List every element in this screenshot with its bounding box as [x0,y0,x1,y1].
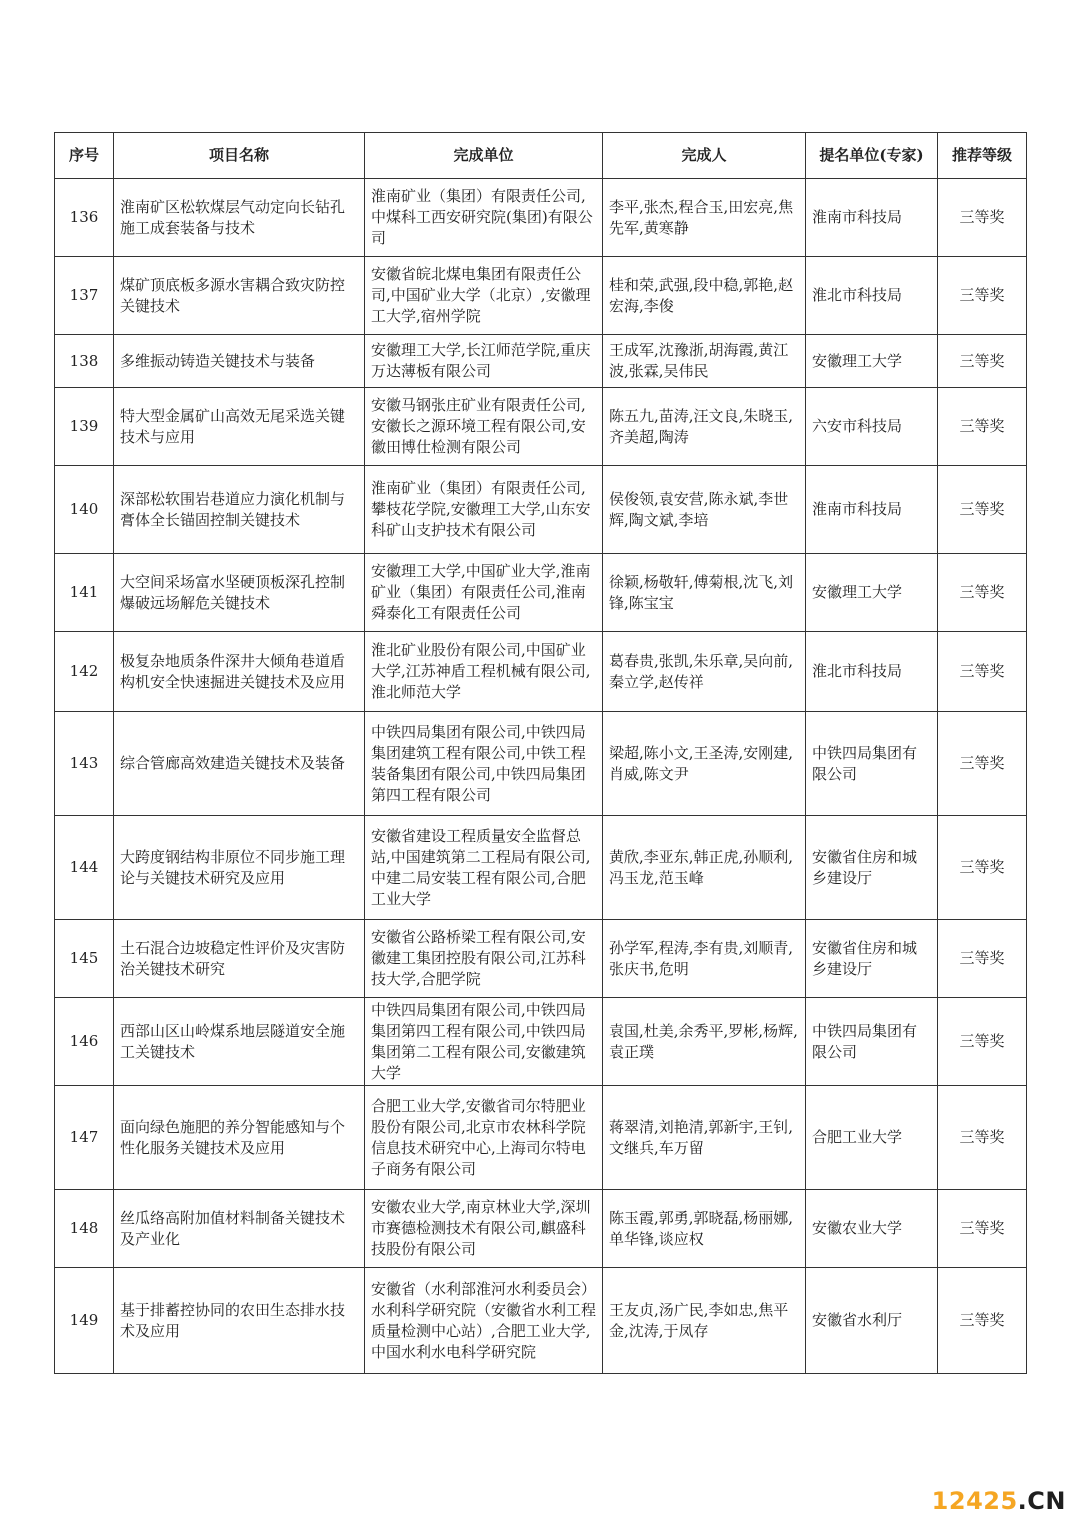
cell-number: 148 [55,1190,114,1268]
cell-nominator: 安徽农业大学 [806,1190,938,1268]
table-row [55,179,1027,257]
cell-completing-units: 安徽省公路桥梁工程有限公司,安徽建工集团控股有限公司,江苏科技大学,合肥学院 [365,920,603,998]
header-cell: 序号 [55,133,114,179]
cell-number: 137 [55,257,114,335]
watermark-domain: .CN [1017,1487,1066,1515]
table-row [55,335,1027,388]
cell-completing-units: 中铁四局集团有限公司,中铁四局集团第四工程有限公司,中铁四局集团第二工程有限公司,安徽建筑大学 [365,998,603,1086]
cell-completing-units: 淮南矿业（集团）有限责任公司,中煤科工西安研究院(集团)有限公司 [365,179,603,257]
cell-project-name: 基于排蓄控协同的农田生态排水技术及应用 [114,1268,365,1374]
header-cell: 推荐等级 [938,133,1027,179]
cell-number: 143 [55,712,114,816]
table-row [55,257,1027,335]
cell-grade: 三等奖 [938,257,1027,335]
cell-nominator: 淮北市科技局 [806,257,938,335]
cell-grade: 三等奖 [938,920,1027,998]
cell-project-name: 丝瓜络高附加值材料制备关键技术及产业化 [114,1190,365,1268]
cell-project-name: 西部山区山岭煤系地层隧道安全施工关键技术 [114,998,365,1086]
cell-number: 140 [55,466,114,554]
cell-completers: 李平,张杰,程合玉,田宏亮,焦先军,黄寒静 [603,179,806,257]
awards-table [54,132,1027,1374]
cell-completing-units: 淮南矿业（集团）有限责任公司,攀枝花学院,安徽理工大学,山东安科矿山支护技术有限公司 [365,466,603,554]
cell-completing-units: 淮北矿业股份有限公司,中国矿业大学,江苏神盾工程机械有限公司,淮北师范大学 [365,632,603,712]
cell-completing-units: 安徽农业大学,南京林业大学,深圳市赛德检测技术有限公司,麒盛科技股份有限公司 [365,1190,603,1268]
cell-nominator: 中铁四局集团有限公司 [806,998,938,1086]
cell-completers: 葛春贵,张凯,朱乐章,吴向前,秦立学,赵传祥 [603,632,806,712]
cell-grade: 三等奖 [938,1268,1027,1374]
cell-grade: 三等奖 [938,1190,1027,1268]
cell-nominator: 安徽省住房和城乡建设厅 [806,816,938,920]
cell-nominator: 合肥工业大学 [806,1086,938,1190]
cell-completers: 桂和荣,武强,段中稳,郭艳,赵宏海,李俊 [603,257,806,335]
cell-completers: 孙学军,程涛,李有贵,刘顺青,张庆书,危明 [603,920,806,998]
cell-grade: 三等奖 [938,179,1027,257]
cell-completing-units: 安徽马钢张庄矿业有限责任公司,安徽长之源环境工程有限公司,安徽田博仕检测有限公司 [365,388,603,466]
cell-completers: 袁国,杜美,余秀平,罗彬,杨辉,袁正璞 [603,998,806,1086]
cell-nominator: 安徽省水利厅 [806,1268,938,1374]
cell-completers: 侯俊领,袁安营,陈永斌,李世辉,陶文斌,李培 [603,466,806,554]
table-row [55,816,1027,920]
cell-completing-units: 中铁四局集团有限公司,中铁四局集团建筑工程有限公司,中铁工程装备集团有限公司,中铁四局集团第四工程有限公司 [365,712,603,816]
cell-project-name: 大空间采场富水坚硬顶板深孔控制爆破远场解危关键技术 [114,554,365,632]
cell-completers: 王友贞,汤广民,李如忠,焦平金,沈涛,于凤存 [603,1268,806,1374]
cell-project-name: 大跨度钢结构非原位不同步施工理论与关键技术研究及应用 [114,816,365,920]
cell-grade: 三等奖 [938,632,1027,712]
header-cell: 提名单位(专家) [806,133,938,179]
table-row [55,712,1027,816]
cell-completing-units: 合肥工业大学,安徽省司尔特肥业股份有限公司,北京市农林科学院信息技术研究中心,上海司尔特电子商务有限公司 [365,1086,603,1190]
cell-number: 144 [55,816,114,920]
header-cell: 项目名称 [114,133,365,179]
cell-completers: 蒋翠清,刘艳清,郭新宇,王钊,文继兵,车万留 [603,1086,806,1190]
table-row [55,388,1027,466]
site-watermark [932,1487,1066,1515]
cell-nominator: 淮南市科技局 [806,179,938,257]
table-row [55,1268,1027,1374]
cell-number: 136 [55,179,114,257]
cell-project-name: 多维振动铸造关键技术与装备 [114,335,365,388]
cell-completers: 王成军,沈豫浙,胡海霞,黄江波,张霖,吴伟民 [603,335,806,388]
cell-nominator: 安徽省住房和城乡建设厅 [806,920,938,998]
cell-grade: 三等奖 [938,335,1027,388]
table-row [55,1086,1027,1190]
cell-grade: 三等奖 [938,816,1027,920]
cell-project-name: 综合管廊高效建造关键技术及装备 [114,712,365,816]
table-row [55,554,1027,632]
cell-grade: 三等奖 [938,1086,1027,1190]
cell-completing-units: 安徽省（水利部淮河水利委员会）水利科学研究院（安徽省水利工程质量检测中心站）,合肥工业大学,中国水利水电科学研究院 [365,1268,603,1374]
cell-number: 139 [55,388,114,466]
cell-completers: 梁超,陈小文,王圣涛,安刚建,肖威,陈文尹 [603,712,806,816]
cell-number: 141 [55,554,114,632]
cell-grade: 三等奖 [938,712,1027,816]
cell-nominator: 六安市科技局 [806,388,938,466]
cell-nominator: 淮南市科技局 [806,466,938,554]
cell-number: 147 [55,1086,114,1190]
cell-completing-units: 安徽理工大学,长江师范学院,重庆万达薄板有限公司 [365,335,603,388]
cell-project-name: 煤矿顶底板多源水害耦合致灾防控关键技术 [114,257,365,335]
cell-nominator: 安徽理工大学 [806,554,938,632]
table-row [55,998,1027,1086]
cell-number: 146 [55,998,114,1086]
cell-project-name: 面向绿色施肥的养分智能感知与个性化服务关键技术及应用 [114,1086,365,1190]
cell-number: 138 [55,335,114,388]
table-header-row [55,133,1027,179]
cell-nominator: 中铁四局集团有限公司 [806,712,938,816]
cell-project-name: 土石混合边坡稳定性评价及灾害防治关键技术研究 [114,920,365,998]
cell-number: 145 [55,920,114,998]
cell-project-name: 淮南矿区松软煤层气动定向长钻孔施工成套装备与技术 [114,179,365,257]
cell-project-name: 特大型金属矿山高效无尾采选关键技术与应用 [114,388,365,466]
cell-project-name: 极复杂地质条件深井大倾角巷道盾构机安全快速掘进关键技术及应用 [114,632,365,712]
table-row [55,1190,1027,1268]
cell-nominator: 安徽理工大学 [806,335,938,388]
cell-number: 142 [55,632,114,712]
table-row [55,920,1027,998]
cell-project-name: 深部松软围岩巷道应力演化机制与膏体全长锚固控制关键技术 [114,466,365,554]
cell-grade: 三等奖 [938,998,1027,1086]
cell-completers: 黄欣,李亚东,韩正虎,孙顺利,冯玉龙,范玉峰 [603,816,806,920]
cell-grade: 三等奖 [938,466,1027,554]
table-row [55,466,1027,554]
cell-grade: 三等奖 [938,388,1027,466]
cell-grade: 三等奖 [938,554,1027,632]
header-cell: 完成单位 [365,133,603,179]
cell-completers: 陈玉霞,郭勇,郭晓磊,杨丽娜,单华锋,谈应权 [603,1190,806,1268]
cell-completing-units: 安徽省建设工程质量安全监督总站,中国建筑第二工程局有限公司,中建二局安装工程有限公司,合肥工业大学 [365,816,603,920]
cell-nominator: 淮北市科技局 [806,632,938,712]
table-row [55,632,1027,712]
table-body [55,179,1027,1374]
watermark-number: 12425 [931,1487,1018,1515]
cell-number: 149 [55,1268,114,1374]
header-cell: 完成人 [603,133,806,179]
cell-completers: 陈五九,苗涛,汪文良,朱晓玉,齐美超,陶涛 [603,388,806,466]
cell-completing-units: 安徽理工大学,中国矿业大学,淮南矿业（集团）有限责任公司,淮南舜泰化工有限责任公司 [365,554,603,632]
cell-completers: 徐颖,杨敬轩,傅菊根,沈飞,刘锋,陈宝宝 [603,554,806,632]
cell-completing-units: 安徽省皖北煤电集团有限责任公司,中国矿业大学（北京）,安徽理工大学,宿州学院 [365,257,603,335]
